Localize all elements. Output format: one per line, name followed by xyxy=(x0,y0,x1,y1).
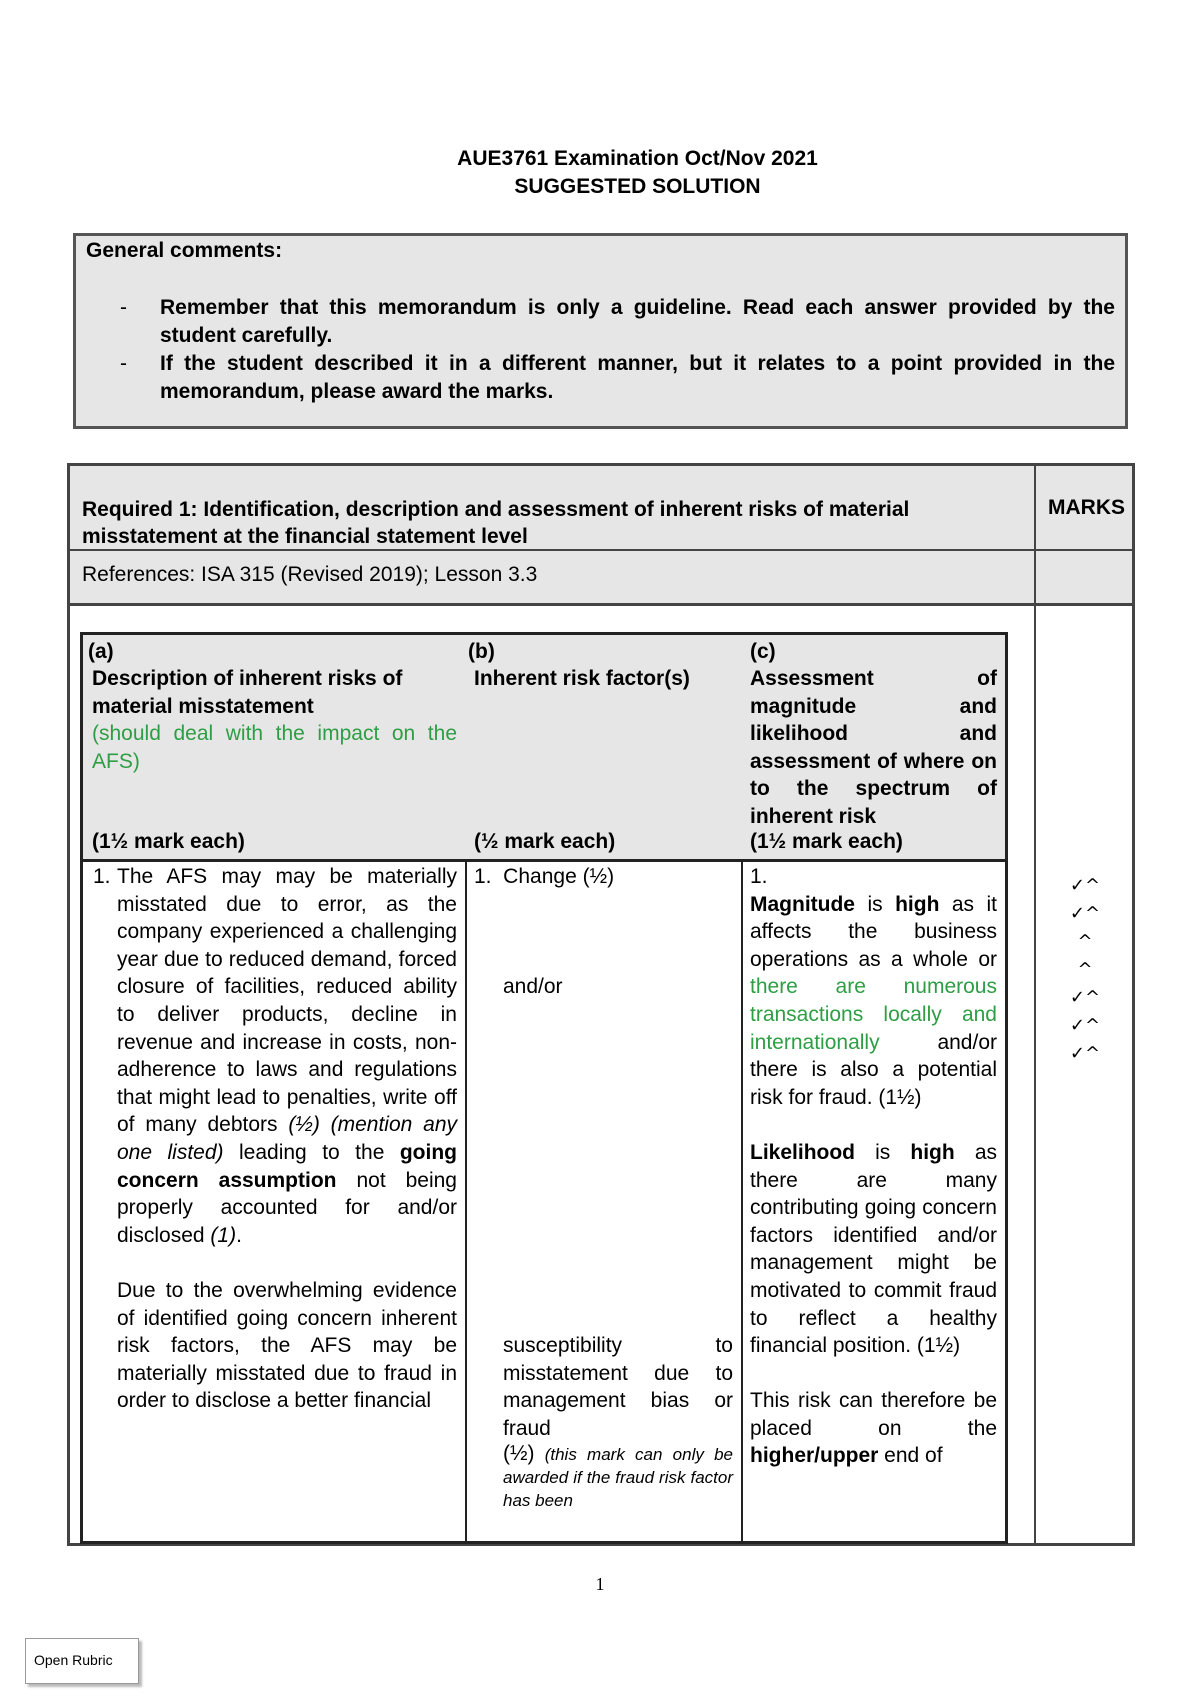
magnitude-level: high xyxy=(895,892,940,916)
bullet-dash: - xyxy=(120,296,127,319)
assessment-text: end of xyxy=(878,1444,943,1468)
item-number: 1. xyxy=(93,865,111,888)
mark-tick: ^ xyxy=(1077,931,1093,952)
column-a-row1 xyxy=(93,863,457,1415)
likelihood-level: high xyxy=(910,1140,955,1164)
column-b-title: Inherent risk factor(s) xyxy=(474,667,690,690)
mark-tick: ✓^ xyxy=(1069,1043,1101,1064)
column-c-row1 xyxy=(750,863,997,1470)
assessment-text: as it affects the business operations as a whole or xyxy=(750,892,997,971)
risk-text: . xyxy=(236,1223,242,1247)
column-c-letter: (c) xyxy=(750,640,776,663)
document-title: AUE3761 Examination Oct/Nov 2021 xyxy=(457,147,818,170)
column-a-letter: (a) xyxy=(88,640,114,663)
assessment-text: as there are many contributing going concern factors identified and/or management might be motivated to commit fraud to reflect a healthy financial position. (1½) xyxy=(750,1140,998,1358)
assessment-highlight: there are numerous transactions locally and internationally xyxy=(750,975,997,1054)
going-concern-term: going concern assumption xyxy=(117,1140,457,1192)
column-a-header xyxy=(83,635,465,862)
references-cell xyxy=(70,551,1036,606)
mark-tick: ^ xyxy=(1077,959,1093,980)
column-c-title: Assessment of magnitude and likelihood and assessment of where on to the spectrum of inherent risk xyxy=(750,667,997,828)
magnitude-assessment xyxy=(750,891,997,1112)
column-c xyxy=(741,635,1005,1541)
assessment-text: This risk can therefore be placed on the xyxy=(750,1389,997,1440)
likelihood-term: Likelihood xyxy=(750,1140,855,1164)
risk-factor-fraud xyxy=(503,1332,733,1512)
general-comment-text: If the student described it in a different manner, but it relates to a point provided in the memorandum, please award the marks. xyxy=(160,352,1115,403)
column-c-marks: (1½ mark each) xyxy=(750,830,903,853)
fraud-factor-text: susceptibility to misstatement due to management bias or fraud xyxy=(503,1334,733,1440)
general-comment-text: Remember that this memorandum is only a guideline. Read each answer provided by the student carefully. xyxy=(160,296,1115,347)
assessment-text: is xyxy=(855,892,896,916)
required-title: Required 1: Identification, description and assessment of inherent risks of material misstatement at the financial statement level xyxy=(82,498,910,548)
spectrum-assessment xyxy=(750,1387,997,1470)
risk-description xyxy=(93,863,457,1415)
answer-grid xyxy=(80,632,1008,1544)
required-header-cell xyxy=(70,466,1036,551)
references-text: References: ISA 315 (Revised 2019); Lesson 3.3 xyxy=(82,563,538,586)
references-marks-cell xyxy=(1036,551,1132,606)
general-comment-item xyxy=(86,350,1115,406)
risk-factor-andor: and/or xyxy=(503,975,563,998)
assessment-text: and/or there is also a potential risk for fraud. (1½) xyxy=(750,1030,997,1109)
mark-tick: ✓^ xyxy=(1069,903,1101,924)
risk-text: The AFS may may be materially misstated due to error, as the company experienced a challenging year due to reduced demand, forced closure of facilities, reduced ability to deliver products, decline in revenue and increase in costs, non-adherence to laws and regulations that might lead to penalties, write off of many debtors xyxy=(117,865,457,1137)
mark-one: (1) xyxy=(210,1223,237,1247)
mark-tick: ✓^ xyxy=(1069,875,1101,896)
general-comments-list xyxy=(86,294,1115,406)
general-comments-box xyxy=(73,233,1128,429)
spectrum-position: higher/upper xyxy=(750,1444,879,1468)
mark-tick: ✓^ xyxy=(1069,987,1101,1008)
general-comment-item xyxy=(86,294,1115,350)
risk-factor-change: 1. Change (½) xyxy=(474,865,615,888)
column-b-header xyxy=(465,635,741,862)
column-a-title: Description of inherent risks of material misstatement xyxy=(92,667,403,718)
marks-header-cell xyxy=(1036,466,1132,551)
fraud-risk-description: Due to the overwhelming evidence of identified going concern inherent risk factors, the AFS may be materially misstated due to fraud in order to disclose a better financial xyxy=(117,1278,457,1413)
item-number: 1. xyxy=(750,865,768,888)
marks-ticks xyxy=(1060,872,1110,1068)
mark-half: (½) xyxy=(288,1113,320,1137)
column-b-marks: (½ mark each) xyxy=(474,830,616,853)
magnitude-term: Magnitude xyxy=(750,892,855,916)
risk-text: leading to the xyxy=(223,1140,400,1164)
column-c-header xyxy=(741,635,1005,862)
open-rubric-button[interactable] xyxy=(25,1638,139,1684)
open-rubric-label: Open Rubric xyxy=(34,1652,113,1668)
column-a xyxy=(83,635,467,1541)
mark-tick: ✓^ xyxy=(1069,1015,1101,1036)
column-b xyxy=(465,635,743,1541)
likelihood-assessment xyxy=(750,1139,997,1360)
general-comments-heading: General comments: xyxy=(86,239,283,262)
marks-header: MARKS xyxy=(1048,496,1125,519)
bullet-dash: - xyxy=(120,352,127,375)
document-subtitle: SUGGESTED SOLUTION xyxy=(514,175,761,198)
risk-text: not being properly accounted for and/or disclosed xyxy=(117,1168,457,1247)
assessment-text: is xyxy=(855,1140,911,1164)
mark-note: (mention any one listed) xyxy=(117,1113,457,1164)
column-a-title-block xyxy=(92,665,457,775)
mark-half: (½) xyxy=(503,1442,535,1466)
column-a-marks: (1½ mark each) xyxy=(92,830,245,853)
page-number: 1 xyxy=(595,1574,605,1594)
column-b-letter: (b) xyxy=(468,640,495,663)
mark-note: (this mark can only be awarded if the fraud risk factor has been xyxy=(503,1445,733,1511)
column-a-note: (should deal with the impact on the AFS) xyxy=(92,722,457,773)
